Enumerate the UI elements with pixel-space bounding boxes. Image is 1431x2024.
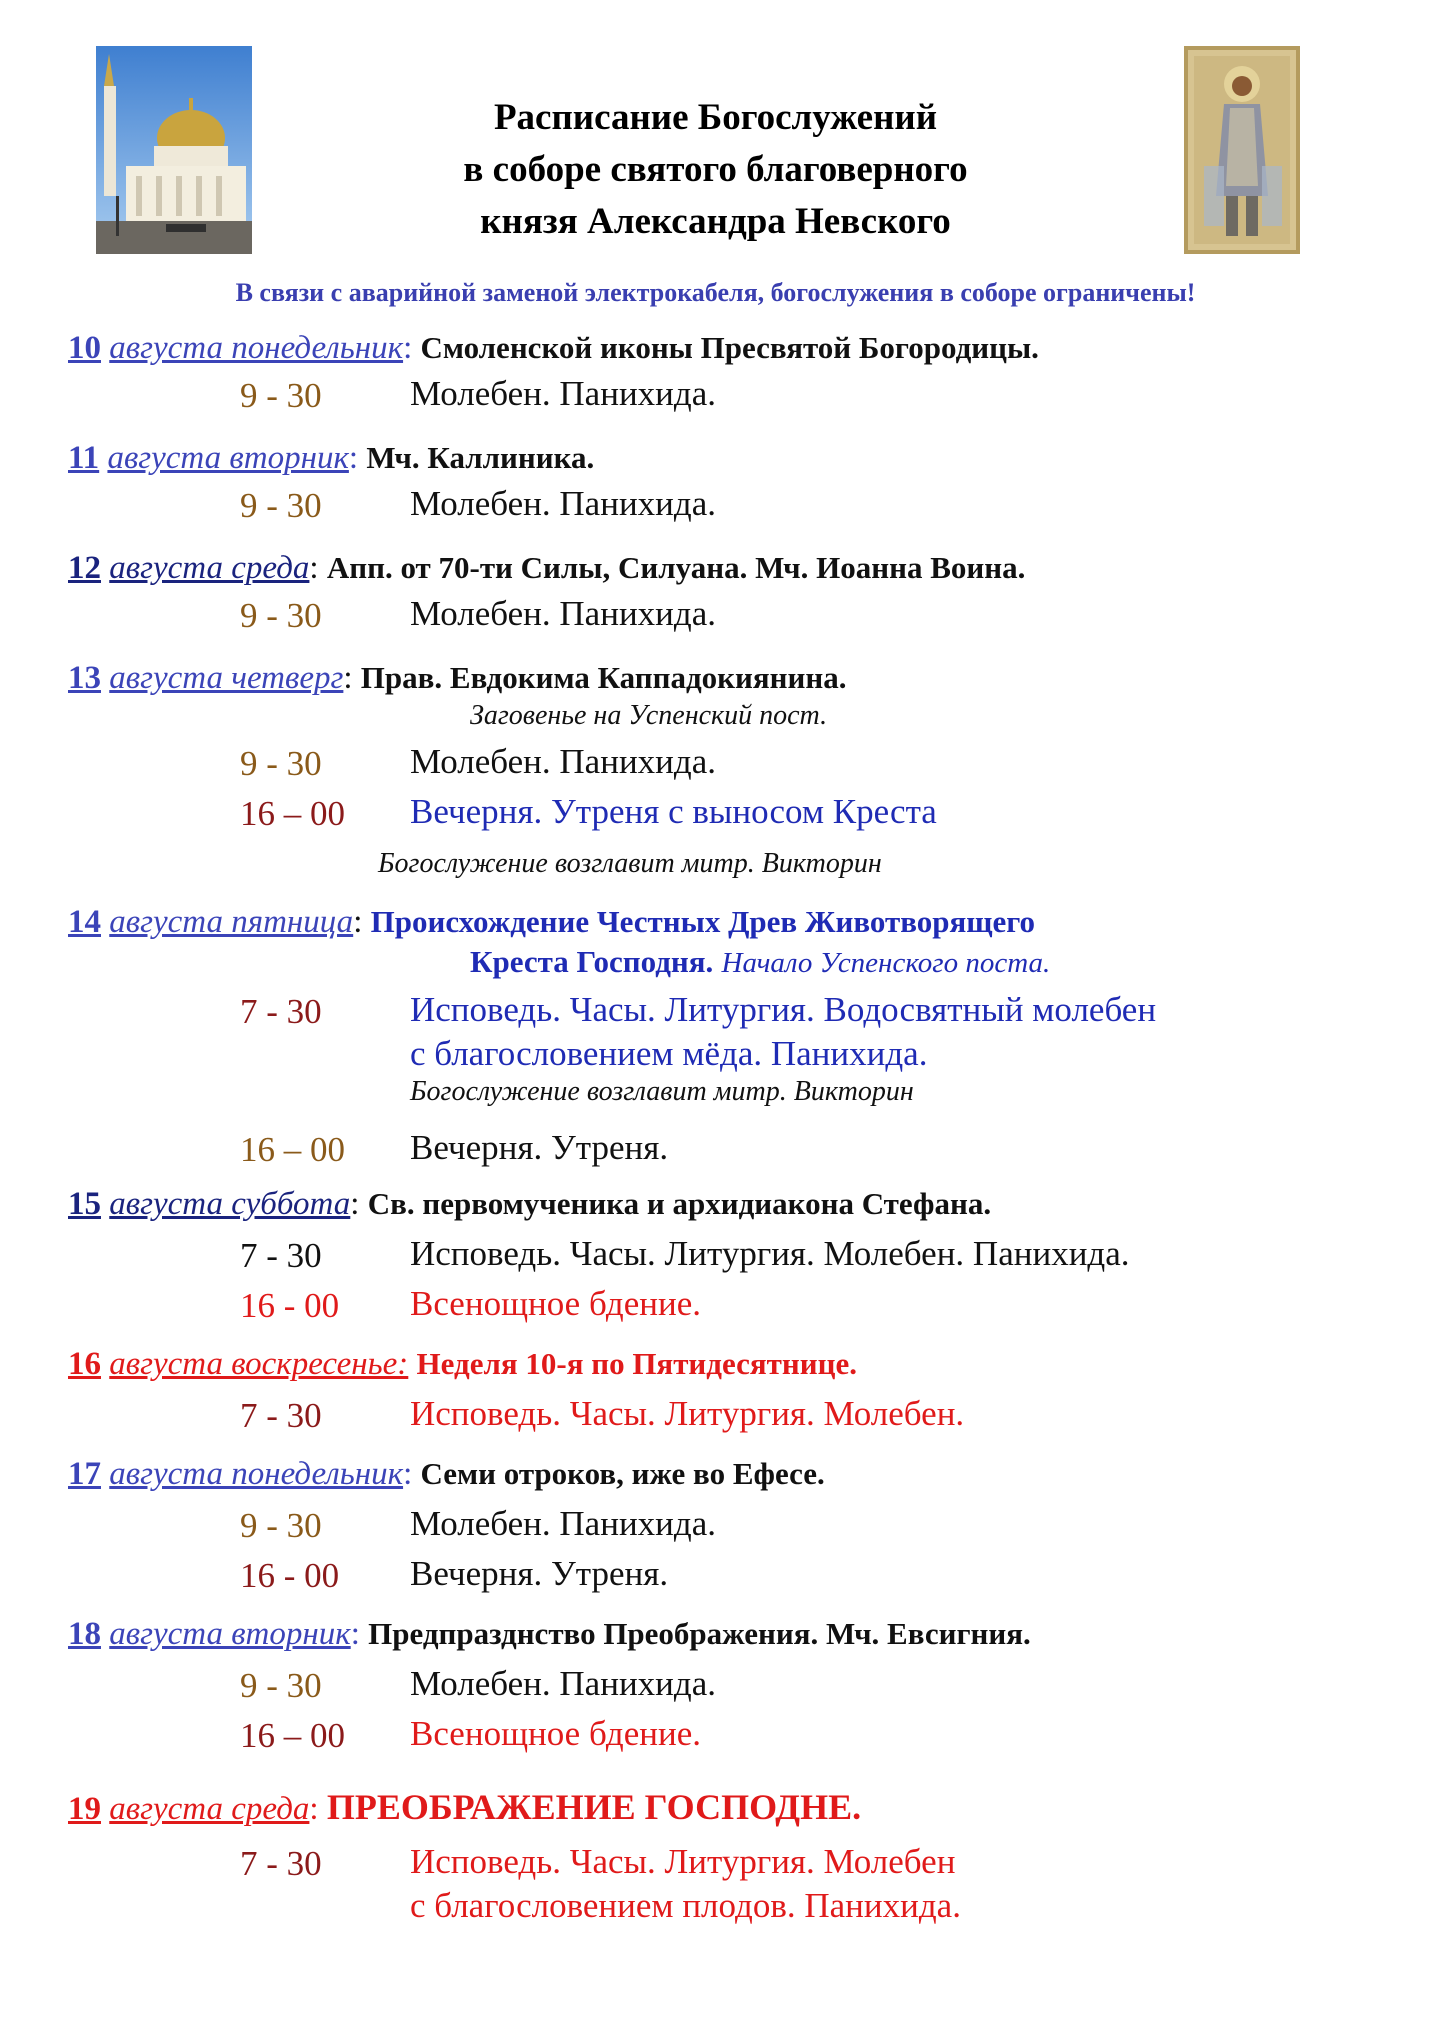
service-text: Молебен. Панихида. xyxy=(410,594,716,633)
day-header-10: 10 августа понедельник: Смоленской иконы Пресвятой Богородицы. xyxy=(68,330,1039,366)
service-time: 16 – 00 xyxy=(240,794,345,833)
service-note: Богослужение возглавит митр. Викторин xyxy=(378,848,882,879)
service-time: 9 - 30 xyxy=(240,1506,322,1545)
service-time: 9 - 30 xyxy=(240,1666,322,1705)
service-time: 7 - 30 xyxy=(240,1236,322,1275)
service-note: Богослужение возглавит митр. Викторин xyxy=(410,1076,914,1107)
service-text: Исповедь. Часы. Литургия. Молебен с благословением плодов. Панихида. xyxy=(410,1842,961,1925)
feast-19: ПРЕОБРАЖЕНИЕ ГОСПОДНЕ. xyxy=(326,1787,862,1827)
service-text: Молебен. Панихида. xyxy=(410,1664,716,1703)
day-header-16: 16 августа воскресенье: Неделя 10-я по Пятидесятнице. xyxy=(68,1346,857,1382)
day-header-18: 18 августа вторник: Предпразднство Преображения. Мч. Евсигния. xyxy=(68,1616,1031,1652)
service-text: Исповедь. Часы. Литургия. Водосвятный молебен с благословением мёда. Панихида. xyxy=(410,990,1157,1073)
service-time: 9 - 30 xyxy=(240,486,322,525)
feast-15: Св. первомученика и архидиакона Стефана. xyxy=(367,1186,992,1221)
service-time: 9 - 30 xyxy=(240,376,322,415)
feast-13: Прав. Евдокима Каппадокиянина. xyxy=(360,660,847,695)
day-header-13: 13 августа четверг: Прав. Евдокима Каппадокиянина. xyxy=(68,660,847,696)
service-time: 7 - 30 xyxy=(240,1396,322,1435)
title-line-1: Расписание Богослужений xyxy=(493,97,938,138)
service-text: Вечерня. Утреня с выносом Креста xyxy=(410,792,937,831)
feast-14: Происхождение Честных Древ Животворящего xyxy=(370,904,1036,939)
service-text: Молебен. Панихида. xyxy=(410,374,716,413)
day-header-15: 15 августа суббота: Св. первомученика и архидиакона Стефана. xyxy=(68,1186,992,1222)
service-time: 16 – 00 xyxy=(240,1130,345,1169)
feast-14-line2: Креста Господня. xyxy=(470,944,714,979)
service-text: Всенощное бдение. xyxy=(410,1284,701,1323)
day-header-17: 17 августа понедельник: Семи отроков, иже во Ефесе. xyxy=(68,1456,825,1492)
day-header-11: 11 августа вторник: Мч. Каллиника. xyxy=(68,440,595,476)
service-text: Молебен. Панихида. xyxy=(410,484,716,523)
service-text: Вечерня. Утреня. xyxy=(410,1554,669,1593)
feast-17: Семи отроков, иже во Ефесе. xyxy=(420,1456,825,1491)
feast-12: Апп. от 70-ти Силы, Силуана. Мч. Иоанна Воина. xyxy=(326,550,1026,585)
feast-16: Неделя 10-я по Пятидесятнице. xyxy=(416,1346,857,1381)
service-time: 7 - 30 xyxy=(240,1844,322,1883)
day-note-13: Заговенье на Успенский пост. xyxy=(470,700,828,731)
service-text: Молебен. Панихида. xyxy=(410,1504,716,1543)
feast-10: Смоленской иконы Пресвятой Богородицы. xyxy=(420,330,1039,365)
title-line-2: в соборе святого благоверного xyxy=(463,149,968,190)
feast-18: Предпразднство Преображения. Мч. Евсигния. xyxy=(368,1616,1031,1651)
day-header-19: 19 августа среда: ПРЕОБРАЖЕНИЕ ГОСПОДНЕ. xyxy=(68,1787,862,1827)
service-time: 9 - 30 xyxy=(240,596,322,635)
day-note-14: Начало Успенского поста. xyxy=(721,947,1051,979)
day-header-14-cont xyxy=(470,944,1050,981)
service-time: 16 - 00 xyxy=(240,1556,340,1595)
service-text: Исповедь. Часы. Литургия. Молебен. Панихида. xyxy=(410,1234,1130,1273)
page-title xyxy=(0,92,1431,248)
service-time: 7 - 30 xyxy=(240,992,322,1031)
title-line-3: князя Александра Невского xyxy=(480,201,951,242)
service-text: Вечерня. Утреня. xyxy=(410,1128,669,1167)
service-time: 9 - 30 xyxy=(240,744,322,783)
feast-11: Мч. Каллиника. xyxy=(366,440,595,475)
day-header-12: 12 августа среда: Апп. от 70-ти Силы, Силуана. Мч. Иоанна Воина. xyxy=(68,550,1026,586)
service-time: 16 - 00 xyxy=(240,1286,340,1325)
service-time: 16 – 00 xyxy=(240,1716,345,1755)
service-text: Молебен. Панихида. xyxy=(410,742,716,781)
service-text: Всенощное бдение. xyxy=(410,1714,701,1753)
day-header-14: 14 августа пятница: Происхождение Честных Древ Животворящего xyxy=(68,904,1036,940)
notice: В связи с аварийной заменой электрокабеля, богослужения в соборе ограничены! xyxy=(235,278,1196,307)
service-text: Исповедь. Часы. Литургия. Молебен. xyxy=(410,1394,965,1433)
